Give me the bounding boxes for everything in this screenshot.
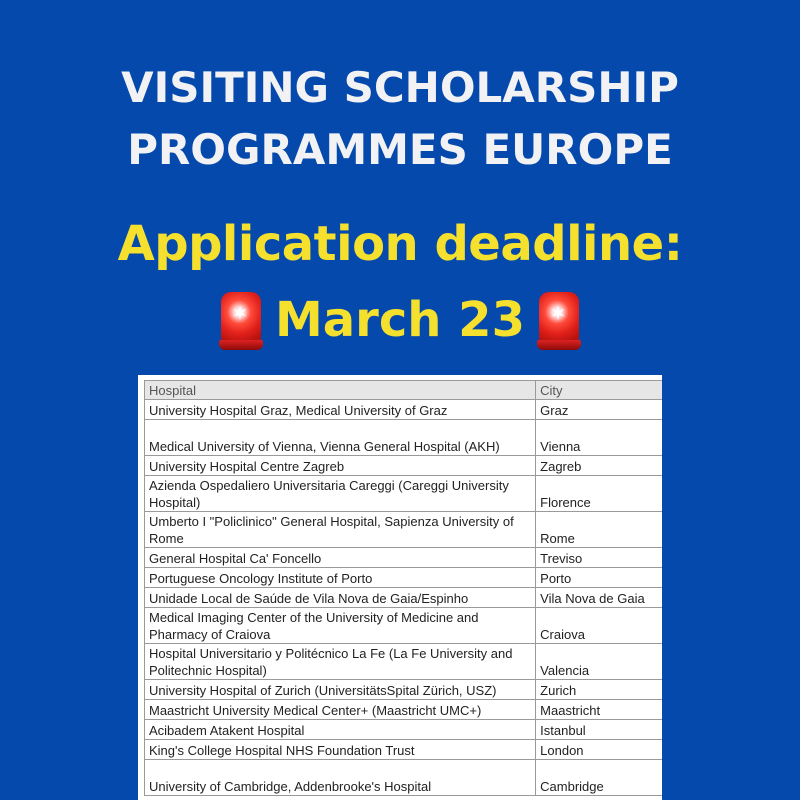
hospital-cell: King's College Hospital NHS Foundation Trust [145,740,536,760]
table-header-row [145,381,663,400]
table-row [145,568,663,588]
hospital-cell: Medical University of Vienna, Vienna General Hospital (AKH) [145,420,536,456]
hospital-cell: University Hospital Centre Zagreb [145,456,536,476]
hospital-cell: Unidade Local de Saúde de Vila Nova de Gaia/Espinho [145,588,536,608]
city-cell: Maastricht [536,700,662,720]
column-header-hospital: Hospital [145,381,536,400]
column-header-city: City [536,381,662,400]
hospital-cell: University of Cambridge, Addenbrooke's Hospital [145,760,536,796]
hospital-table-panel [138,375,662,800]
title-line-2: PROGRAMMES EUROPE [127,125,673,174]
table-row [145,644,663,680]
city-cell: London [536,740,662,760]
hospital-cell: Maastricht University Medical Center+ (Maastricht UMC+) [145,700,536,720]
city-cell: Rome [536,512,662,548]
table-row [145,420,663,456]
city-cell: Treviso [536,548,662,568]
hospital-table [144,380,662,796]
table-row [145,456,663,476]
hospital-cell: General Hospital Ca' Foncello [145,548,536,568]
hospital-cell: Umberto I "Policlinico" General Hospital, Sapienza University of Rome [145,512,536,548]
city-cell: Craiova [536,608,662,644]
city-cell: Graz [536,400,662,420]
police-siren-icon [219,292,263,350]
police-siren-icon [537,292,581,350]
city-cell: Valencia [536,644,662,680]
hospital-cell: Portuguese Oncology Institute of Porto [145,568,536,588]
table-row [145,760,663,796]
city-cell: Florence [536,476,662,512]
city-cell: Istanbul [536,720,662,740]
city-cell: Zurich [536,680,662,700]
table-row [145,476,663,512]
city-cell: Vienna [536,420,662,456]
table-row [145,588,663,608]
city-cell: Zagreb [536,456,662,476]
siren-flare: ✶ [231,301,249,325]
table-row [145,608,663,644]
siren-base [537,340,581,350]
hospital-cell: Medical Imaging Center of the University of Medicine and Pharmacy of Craiova [145,608,536,644]
city-cell: Porto [536,568,662,588]
hospital-cell: Acibadem Atakent Hospital [145,720,536,740]
table-row [145,400,663,420]
table-row [145,700,663,720]
table-row [145,548,663,568]
table-row [145,720,663,740]
city-cell: Cambridge [536,760,662,796]
table-row [145,680,663,700]
hospital-cell: University Hospital of Zurich (UniversitätsSpital Zürich, USZ) [145,680,536,700]
siren-flare: ✶ [549,301,567,325]
city-cell: Vila Nova de Gaia [536,588,662,608]
hospital-cell: University Hospital Graz, Medical University of Graz [145,400,536,420]
deadline-label: Application deadline: [117,216,683,272]
table-row [145,740,663,760]
hospital-cell: Hospital Universitario y Politécnico La Fe (La Fe University and Politechnic Hospital) [145,644,536,680]
title-line-1: VISITING SCHOLARSHIP [121,63,679,112]
deadline-date: March 23 [275,292,525,348]
hospital-cell: Azienda Ospedaliero Universitaria Careggi (Careggi University Hospital) [145,476,536,512]
deadline-date-line [0,290,800,350]
table-row [145,512,663,548]
siren-base [219,340,263,350]
